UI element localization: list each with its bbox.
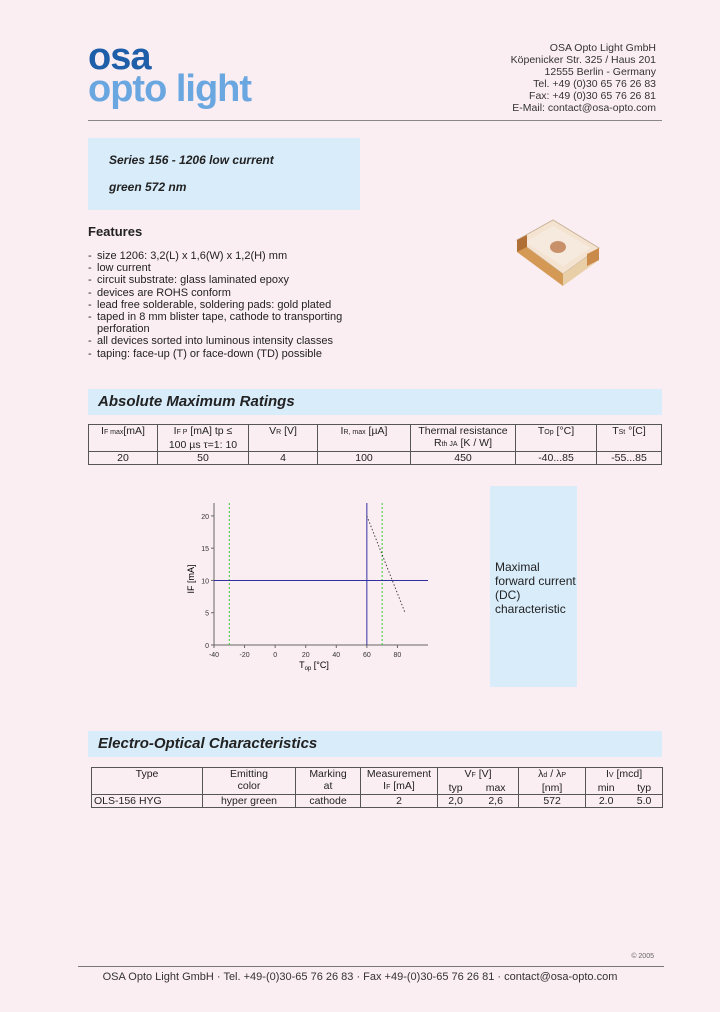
table-cell: OLS-156 HYG <box>92 795 203 808</box>
address-line: Köpenicker Str. 325 / Haus 201 <box>510 54 656 66</box>
table-header-cell: Marking at <box>296 768 361 795</box>
header-divider <box>88 120 662 121</box>
amr-section-header <box>88 389 662 415</box>
y-tick-label: 15 <box>201 546 209 554</box>
list-item: - lead free solderable, soldering pads: gold plated <box>88 299 388 311</box>
table-header-cell: typ <box>626 782 662 795</box>
table-cell: 2 <box>361 795 438 808</box>
table-cell: 450 <box>411 452 516 465</box>
table-header-cell: max <box>473 782 518 795</box>
derating-chart <box>180 495 440 685</box>
y-tick-label: 10 <box>201 578 209 586</box>
table-cell: cathode <box>296 795 361 808</box>
company-logo <box>88 38 251 108</box>
table-header-cell: TOp [°C] <box>516 425 597 452</box>
footer-contact: OSA Opto Light GmbH · Tel. +49-(0)30-65 76 26 83 · Fax +49-(0)30-65 76 26 81 · contact@osa-opto.com <box>102 971 618 983</box>
table-cell: 2,6 <box>473 795 518 808</box>
chart-ylabel: IF [mA] <box>186 564 196 594</box>
list-item: - all devices sorted into luminous intensity classes <box>88 335 388 347</box>
address-email: E-Mail: contact@osa-opto.com <box>512 102 656 114</box>
table-header-cell: IV [mcd] <box>586 768 663 783</box>
table-row <box>92 795 663 808</box>
x-tick-label: -40 <box>208 652 220 659</box>
table-cell: 4 <box>249 452 318 465</box>
series-title: Series 156 - 1206 low current <box>109 153 274 167</box>
copyright: © 2005 <box>631 953 654 960</box>
list-item: - devices are ROHS conform <box>88 287 388 299</box>
x-tick-label: 80 <box>393 652 402 659</box>
list-item: - taping: face-up (T) or face-down (TD) possible <box>88 348 388 360</box>
table-header-cell: VF [V] <box>438 768 519 783</box>
table-header-cell: Type <box>92 768 203 795</box>
led-chip-image <box>515 218 605 288</box>
table-cell: hyper green <box>203 795 296 808</box>
y-tick-label: 5 <box>205 610 209 618</box>
address-line: OSA Opto Light GmbH <box>549 42 656 54</box>
table-header-cell: TSt °[C] <box>597 425 662 452</box>
table-header-cell: Emitting color <box>203 768 296 795</box>
y-tick-label: 0 <box>205 643 209 650</box>
table-cell: 50 <box>158 452 249 465</box>
x-tick-label: 40 <box>332 652 341 659</box>
list-item: - taped in 8 mm blister tape, cathode to transporting perforation <box>88 311 388 335</box>
table-cell: 100 <box>318 452 411 465</box>
x-tick-label: 20 <box>301 652 310 659</box>
table-cell: 20 <box>89 452 158 465</box>
features-title: Features <box>88 224 143 239</box>
logo-line-1: osa <box>88 36 151 78</box>
list-item: - low current <box>88 262 388 274</box>
series-box <box>88 138 360 210</box>
company-address <box>511 42 656 114</box>
table-cell: 5.0 <box>626 795 662 808</box>
table-cell: -40...85 <box>516 452 597 465</box>
table-cell: -55...85 <box>597 452 662 465</box>
table-header-cell: min <box>586 782 627 795</box>
table-header-row <box>89 425 662 452</box>
series-color: green 572 nm <box>109 180 187 194</box>
table-header-cell: VR [V] <box>249 425 318 452</box>
chart-caption-box <box>490 486 577 687</box>
table-header-cell: typ <box>438 782 474 795</box>
table-header-cell: IF P [mA] tp ≤ 100 µs τ=1: 10 <box>158 425 249 452</box>
table-cell: 2.0 <box>586 795 627 808</box>
features-list <box>88 250 388 360</box>
chart-xlabel: $T_{op}$ [°C] <box>299 660 329 672</box>
table-header-row <box>92 768 663 783</box>
footer-divider <box>78 966 664 967</box>
derating-curve <box>367 516 405 613</box>
chart-caption: Maximal forward current (DC) characteristic <box>495 560 576 616</box>
logo-line-2: opto light <box>88 68 252 110</box>
table-header-cell: Measurement IF [mA] <box>361 768 438 795</box>
eoc-table <box>91 767 663 808</box>
x-tick-label: 0 <box>273 652 278 659</box>
x-tick-label: 60 <box>362 652 371 659</box>
table-cell: 2,0 <box>438 795 474 808</box>
section-title: Absolute Maximum Ratings <box>98 393 295 410</box>
table-header-cell: λd / λP [nm] <box>519 768 586 795</box>
address-line: 12555 Berlin - Germany <box>544 66 656 78</box>
address-line: Fax: +49 (0)30 65 76 26 81 <box>529 90 656 102</box>
list-item: - size 1206: 3,2(L) x 1,6(W) x 1,2(H) mm <box>88 250 388 262</box>
table-header-cell: IR, max [µA] <box>318 425 411 452</box>
table-row <box>89 452 662 465</box>
y-tick-label: 20 <box>201 513 209 521</box>
amr-table <box>88 424 662 465</box>
table-header-cell: IF max[mA] <box>89 425 158 452</box>
section-title: Electro-Optical Characteristics <box>98 735 318 752</box>
table-header-cell: Thermal resistance Rth JA [K / W] <box>411 425 516 452</box>
list-item: - circuit substrate: glass laminated epoxy <box>88 274 388 286</box>
table-cell: 572 <box>519 795 586 808</box>
x-tick-label: -20 <box>239 652 250 659</box>
eoc-section-header <box>88 731 662 757</box>
address-line: Tel. +49 (0)30 65 76 26 83 <box>533 78 656 90</box>
